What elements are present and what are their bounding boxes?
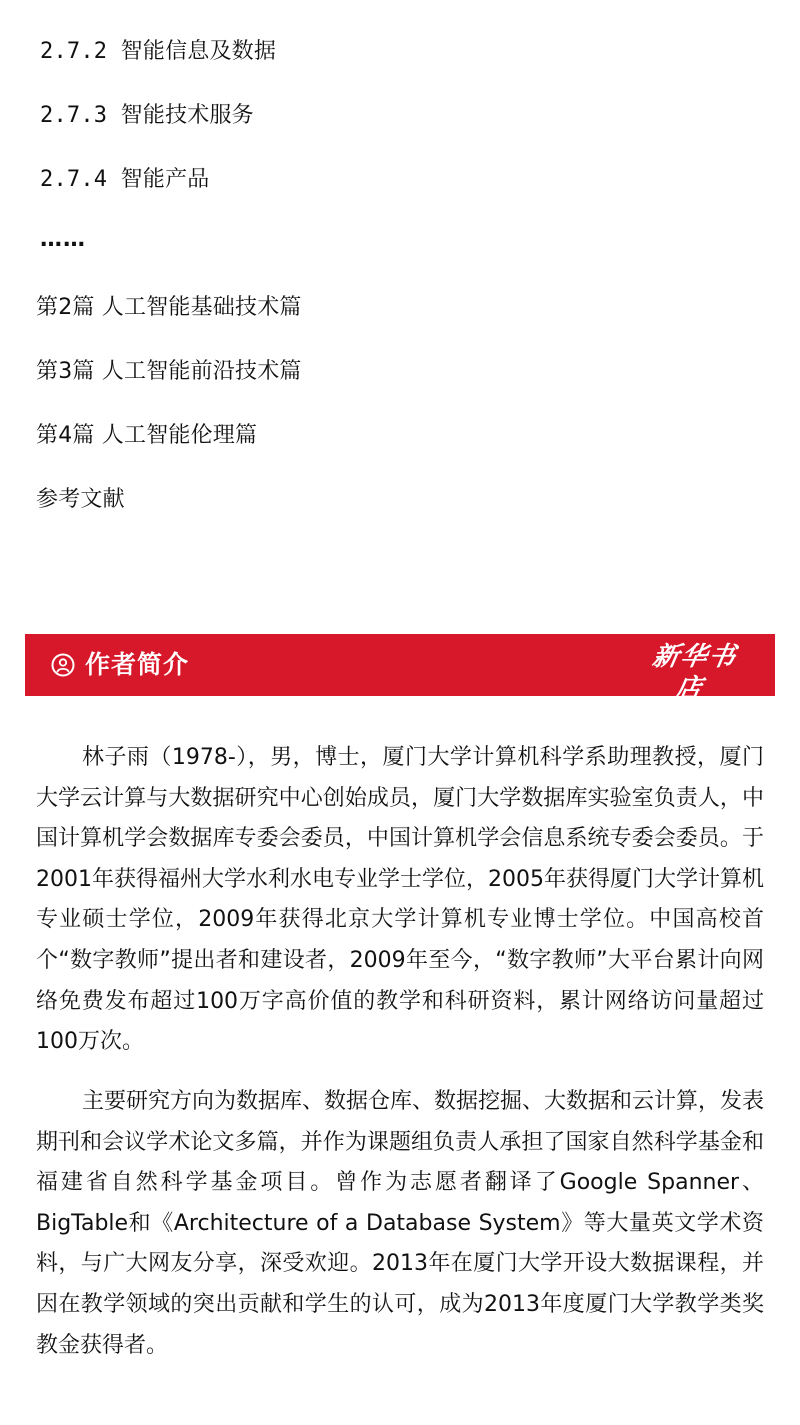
toc-references: 参考文献 bbox=[36, 487, 125, 512]
author-bio-paragraph: 主要研究方向为数据库、数据仓库、数据挖掘、大数据和云计算，发表期刊和会议学术论文多篇，并作为课题组负责人承担了国家自然科学基金和福建省自然科学基金项目。曾作为志愿者翻译了Google Spanner、BigTable和《Architecture of a Database System》等大量英文学术资料，与广大网友分享，深受欢迎。2013年在厦门大学开设大数据课程，并因在教学领域的突出贡献和学生的认可，成为2013年度厦门大学教学类奖教金获得者。 bbox=[36, 1089, 765, 1358]
section-title: 作者简介 bbox=[85, 650, 190, 679]
brand-logo bbox=[637, 641, 747, 714]
author-bio-paragraph: 林子雨（1978-），男，博士，厦门大学计算机科学系助理教授，厦门大学云计算与大数据研究中心创始成员，厦门大学数据库实验室负责人，中国计算机学会数据库专委会委员，中国计算机学会信息系统专委会委员。于2001年获得福州大学水利水电专业学士学位，2005年获得厦门大学计算机专业硕士学位，2009年获得北京大学计算机专业博士学位。中国高校首个“数字教师”提出者和建设者，2009年至今，“数字教师”大平台累计向网络免费发布超过100万字高价值的教学和科研资料，累计网络访问量超过100万次。 bbox=[36, 745, 764, 1055]
toc-part: 第3篇 人工智能前沿技术篇 bbox=[36, 359, 302, 384]
toc-ellipsis: …… bbox=[40, 227, 86, 252]
toc-item: 2.7.4 智能产品 bbox=[40, 167, 210, 192]
brand-logo-chinese: 新华书店 bbox=[650, 642, 740, 704]
section-banner bbox=[25, 634, 775, 714]
toc-item: 2.7.2 智能信息及数据 bbox=[40, 39, 277, 64]
user-circle-icon bbox=[51, 653, 75, 677]
brand-logo-english: XINHUA BOOKSTORE bbox=[642, 705, 742, 714]
toc-part: 第4篇 人工智能伦理篇 bbox=[36, 423, 258, 448]
toc-part: 第2篇 人工智能基础技术篇 bbox=[36, 295, 302, 320]
toc-item: 2.7.3 智能技术服务 bbox=[40, 103, 254, 128]
